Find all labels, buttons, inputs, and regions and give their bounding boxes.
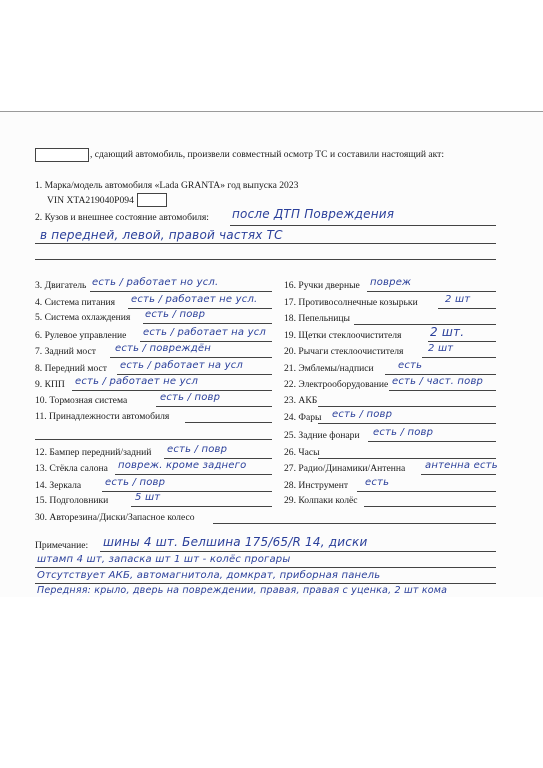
item-emblems-label: 21. Эмблемы/надписи: [284, 363, 374, 374]
item-headrests-label: 15. Подголовники: [35, 495, 109, 506]
item-brakes-value: есть / повр: [160, 392, 221, 403]
item-hubcaps-label: 29. Колпаки колёс: [284, 495, 358, 506]
item-engine-value: есть / работает но усл.: [92, 277, 219, 288]
item-front-axle-line: [117, 374, 272, 375]
item-tail-lights-value: есть / повр: [373, 427, 434, 438]
item-tail-lights-label: 25. Задние фонари: [284, 430, 360, 441]
item-emblems-value: есть: [398, 360, 423, 371]
item-mirrors-value: есть / повр: [105, 477, 166, 488]
item-headlights-label: 24. Фары: [284, 412, 322, 423]
item-tools-label: 28. Инструмент: [284, 480, 349, 491]
body-condition-label: 2. Кузов и внешнее состояние автомобиля:: [35, 212, 209, 223]
item-engine-label: 3. Двигатель: [35, 280, 87, 291]
body-line-1: [230, 225, 496, 226]
item-clock-line: [318, 458, 496, 459]
item-battery-label: 23. АКБ: [284, 395, 318, 406]
remarks-line-4: Передняя: крыло, дверь на повреждении, правая, правая с уценка, 2 шт кома: [37, 585, 448, 596]
remarks-rule-1: [100, 551, 496, 552]
item-door-handles-value: повреж: [370, 277, 412, 288]
header-intro: , сдающий автомобиль, произвели совместный осмотр ТС и составили настоящий акт:: [90, 149, 445, 160]
body-line-3: [35, 259, 496, 260]
vehicle-model-line: 1. Марка/модель автомобиля «Lada GRANTA» год выпуска 2023: [35, 180, 299, 191]
item-steering-label: 6. Рулевое управление: [35, 330, 127, 341]
item-cooling-line: [143, 323, 272, 324]
item-tires-label: 30. Авторезина/Диски/Запасное колесо: [35, 512, 195, 523]
item-headrests-line: [131, 506, 272, 507]
item-steering-value: есть / работает на усл: [143, 327, 267, 338]
item-electrical-value: есть / част. повр: [392, 376, 484, 387]
item-headrests-value: 5 шт: [135, 492, 161, 503]
item-cooling-value: есть / повр: [145, 309, 206, 320]
item-glass-label: 13. Стёкла салона: [35, 463, 108, 474]
item-mirrors-line: [102, 491, 272, 492]
item-rear-axle-value: есть / повреждён: [115, 343, 211, 354]
remarks-line-2: штамп 4 шт, запаска шт 1 шт - колёс прогары: [37, 554, 291, 565]
item-tools-value: есть: [365, 477, 390, 488]
item-rear-axle-label: 7. Задний мост: [35, 346, 96, 357]
remarks-rule-3: [35, 583, 496, 584]
top-blank-area: [0, 0, 543, 112]
remarks-line-3: Отсутствует АКБ, автомагнитола, домкрат, приборная панель: [37, 570, 381, 581]
item-ashtrays-line: [354, 324, 496, 325]
item-electrical-label: 22. Электрооборудование: [284, 379, 389, 390]
item-engine-line: [90, 291, 272, 292]
item-gearbox-value: есть / работает не усл: [75, 376, 199, 387]
item-wiper-blades-value: 2 шт.: [430, 325, 465, 339]
remarks-rule-2: [35, 567, 496, 568]
item-hubcaps-line: [364, 506, 496, 507]
item-brakes-line: [156, 406, 272, 407]
item-wiper-arms-label: 20. Рычаги стеклоочистителя: [284, 346, 404, 357]
item-radio-value: антенна есть: [425, 460, 498, 471]
item-cooling-label: 5. Система охлаждения: [35, 312, 131, 323]
item-sun-visors-value: 2 шт: [445, 294, 471, 305]
item-gearbox-label: 9. КПП: [35, 379, 65, 390]
item-sun-visors-label: 17. Противосолнечные козырьки: [284, 297, 418, 308]
item-fuel-system-label: 4. Система питания: [35, 297, 116, 308]
item-electrical-line: [389, 390, 496, 391]
item-radio-label: 27. Радио/Динамики/Антенна: [284, 463, 406, 474]
item-radio-line: [421, 474, 496, 475]
body-line-2: [35, 243, 496, 244]
item-bumpers-value: есть / повр: [167, 444, 228, 455]
item-glass-value: повреж. кроме заднего: [118, 460, 247, 471]
item-tires-line: [213, 523, 496, 524]
redacted-name-box: [35, 148, 89, 162]
body-condition-note-1: после ДТП Повреждения: [232, 207, 395, 221]
remarks-line-1: шины 4 шт. Белшина 175/65/R 14, диски: [103, 535, 368, 549]
item-fuel-system-value: есть / работает не усл.: [131, 294, 258, 305]
item-sun-visors-line: [438, 308, 496, 309]
remarks-label: Примечание:: [35, 540, 89, 551]
item-tools-line: [357, 491, 496, 492]
item-bumpers-label: 12. Бампер передний/задний: [35, 447, 152, 458]
item-glass-line: [115, 474, 272, 475]
item-ashtrays-label: 18. Пепельницы: [284, 313, 350, 324]
item-wiper-arms-value: 2 шт: [428, 343, 454, 354]
bottom-blank-area: [0, 597, 543, 768]
vehicle-vin-line: VIN XTA219040P094: [47, 195, 134, 206]
item-emblems-line: [385, 374, 496, 375]
item-accessories-line-2: [35, 439, 272, 440]
item-wiper-blades-label: 19. Щетки стеклоочистителя: [284, 330, 402, 341]
item-door-handles-line: [367, 291, 496, 292]
item-rear-axle-line: [110, 357, 272, 358]
item-mirrors-label: 14. Зеркала: [35, 480, 82, 491]
item-battery-line: [318, 406, 496, 407]
item-accessories-label: 11. Принадлежности автомобиля: [35, 411, 170, 422]
item-brakes-label: 10. Тормозная система: [35, 395, 128, 406]
item-steering-line: [140, 341, 272, 342]
item-bumpers-line: [164, 458, 272, 459]
body-condition-note-2: в передней, левой, правой частях ТС: [40, 228, 283, 242]
item-headlights-line: [318, 423, 496, 424]
item-front-axle-label: 8. Передний мост: [35, 363, 107, 374]
item-clock-label: 26. Часы: [284, 447, 320, 458]
item-wiper-arms-line: [422, 357, 496, 358]
item-wiper-blades-line: [428, 341, 496, 342]
item-headlights-value: есть / повр: [332, 409, 393, 420]
redacted-vin-box: [137, 193, 167, 207]
scanned-form: [0, 112, 543, 597]
item-front-axle-value: есть / работает на усл: [120, 360, 244, 371]
item-accessories-line-1: [185, 422, 272, 423]
item-door-handles-label: 16. Ручки дверные: [284, 280, 360, 291]
item-tail-lights-line: [368, 441, 496, 442]
item-gearbox-line: [72, 390, 272, 391]
